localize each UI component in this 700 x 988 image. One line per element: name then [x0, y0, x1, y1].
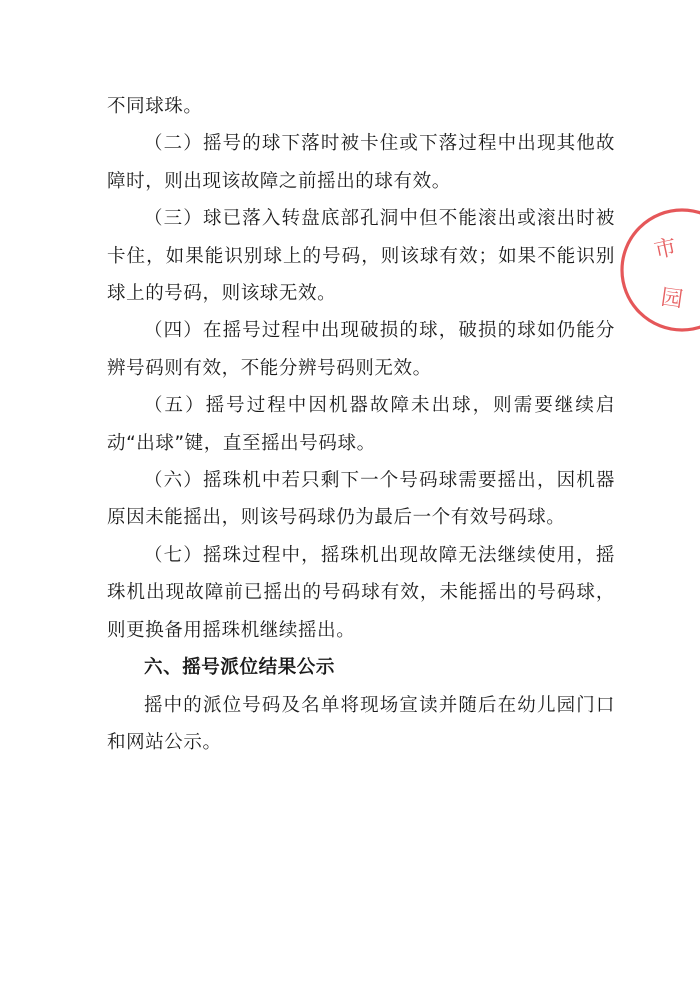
document-body	[107, 88, 615, 761]
paragraph-rule-4: （四）在摇号过程中出现破损的球，破损的球如仍能分辨号码则有效，不能分辨号码则无效。	[107, 320, 615, 379]
seal-char-2: 园	[659, 285, 685, 314]
section-heading: 六、摇号派位结果公示	[144, 657, 336, 679]
paragraph-rule-5: （五）摇号过程中因机器故障未出球，则需要继续启动“出球”键，直至摇出号码球。	[107, 395, 615, 454]
paragraph-continuation: 不同球珠。	[107, 96, 203, 117]
paragraph-publication: 摇中的派位号码及名单将现场宣读并随后在幼儿园门口和网站公示。	[107, 694, 615, 753]
paragraph-rule-7: （七）摇珠过程中，摇珠机出现故障无法继续使用，摇珠机出现故障前已摇出的号码球有效，未能摇出的号码球，则更换备用摇珠机继续摇出。	[107, 544, 615, 641]
paragraph-rule-3: （三）球已落入转盘底部孔洞中但不能滚出或滚出时被卡住，如果能识别球上的号码，则该球有效；如果不能识别球上的号码，则该球无效。	[107, 208, 615, 305]
paragraph-rule-6: （六）摇珠机中若只剩下一个号码球需要摇出，因机器原因未能摇出，则该号码球仍为最后一个有效号码球。	[107, 470, 615, 529]
paragraph-rule-2: （二）摇号的球下落时被卡住或下落过程中出现其他故障时，则出现该故障之前摇出的球有效。	[107, 133, 615, 192]
official-seal-icon	[600, 200, 700, 340]
seal-char-1: 市	[652, 234, 679, 264]
